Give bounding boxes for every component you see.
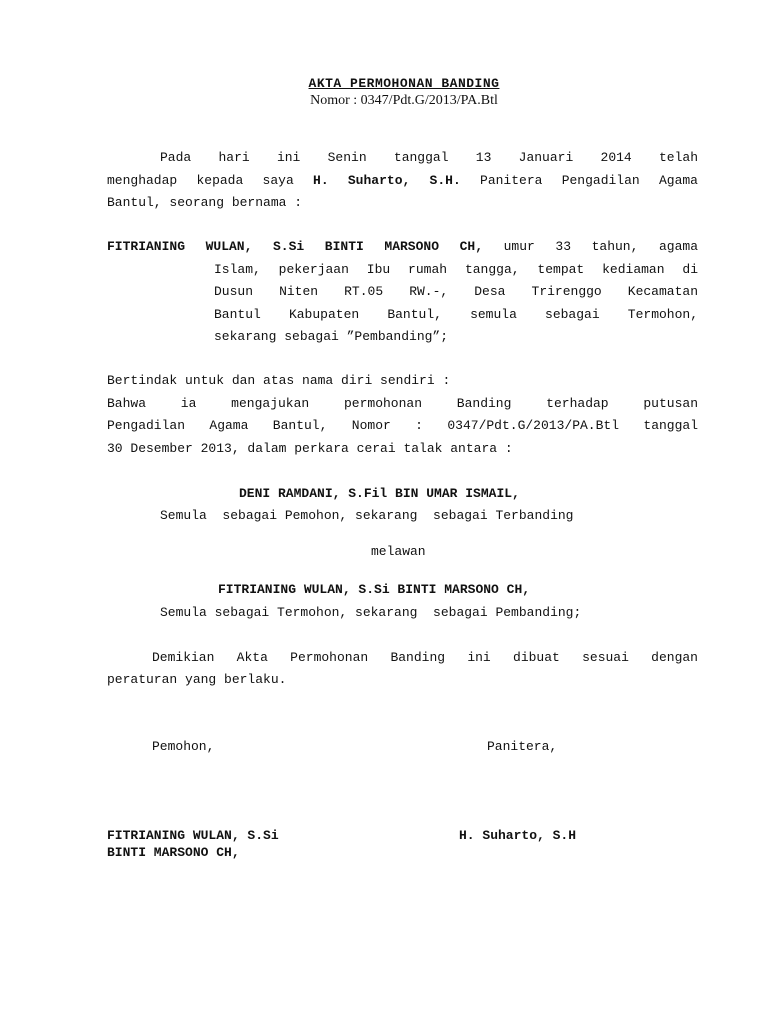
clerk-signature-name: H. Suharto, S.H <box>459 828 577 843</box>
party2-name: FITRIANING WULAN, S.Si BINTI MARSONO CH, <box>218 582 531 597</box>
para2-line3: Pengadilan Agama Bantul, Nomor : 0347/Pdt.G/2013/PA.Btl tanggal <box>107 418 698 433</box>
applicant-line5: sekarang sebagai ”Pembanding”; <box>214 329 449 344</box>
applicant-signature-name-line2: BINTI MARSONO CH, <box>107 845 240 860</box>
versus-label: melawan <box>371 544 426 559</box>
document-number: Nomor : 0347/Pdt.G/2013/PA.Btl <box>310 93 498 108</box>
closing-line1: Demikian Akta Permohonan Banding ini dibuat sesuai dengan <box>152 650 698 665</box>
party1-role: Semula sebagai Pemohon, sekarang sebagai Terbanding <box>160 508 574 523</box>
para2-line4: 30 Desember 2013, dalam perkara cerai talak antara : <box>107 441 513 456</box>
closing-line2: peraturan yang berlaku. <box>107 672 287 687</box>
clerk-name-inline: H. Suharto, S.H. <box>313 173 461 188</box>
applicant-line2: Islam, pekerjaan Ibu rumah tangga, tempat kediaman di <box>214 262 698 277</box>
para1-line1: Pada hari ini Senin tanggal 13 Januari 2014 telah <box>160 150 698 165</box>
para2-line2: Bahwa ia mengajukan permohonan Banding terhadap putusan <box>107 396 698 411</box>
party1-name: DENI RAMDANI, S.Fil BIN UMAR ISMAIL, <box>239 486 520 501</box>
para2-line1: Bertindak untuk dan atas nama diri sendiri : <box>107 373 451 388</box>
applicant-line4: Bantul Kabupaten Bantul, semula sebagai Termohon, <box>214 307 698 322</box>
para1-line2-pre: menghadap kepada saya <box>107 173 314 188</box>
applicant-signature-label: Pemohon, <box>152 739 215 754</box>
document-title: AKTA PERMOHONAN BANDING <box>308 76 500 91</box>
clerk-signature-label: Panitera, <box>487 739 558 754</box>
applicant-age: umur 33 tahun, agama <box>483 239 699 254</box>
party2-role: Semula sebagai Termohon, sekarang sebagai Pembanding; <box>160 605 582 620</box>
para1-line3: Bantul, seorang bernama : <box>107 195 303 210</box>
applicant-line3: Dusun Niten RT.05 RW.-, Desa Trirenggo Kecamatan <box>214 284 698 299</box>
applicant-signature-name: FITRIANING WULAN, S.Si <box>107 828 279 843</box>
para1-line2 <box>107 171 698 191</box>
para1-line2-post: Panitera Pengadilan Agama <box>460 173 698 188</box>
applicant-name: FITRIANING WULAN, S.Si BINTI MARSONO CH, <box>107 239 484 254</box>
applicant-line1 <box>107 237 698 257</box>
